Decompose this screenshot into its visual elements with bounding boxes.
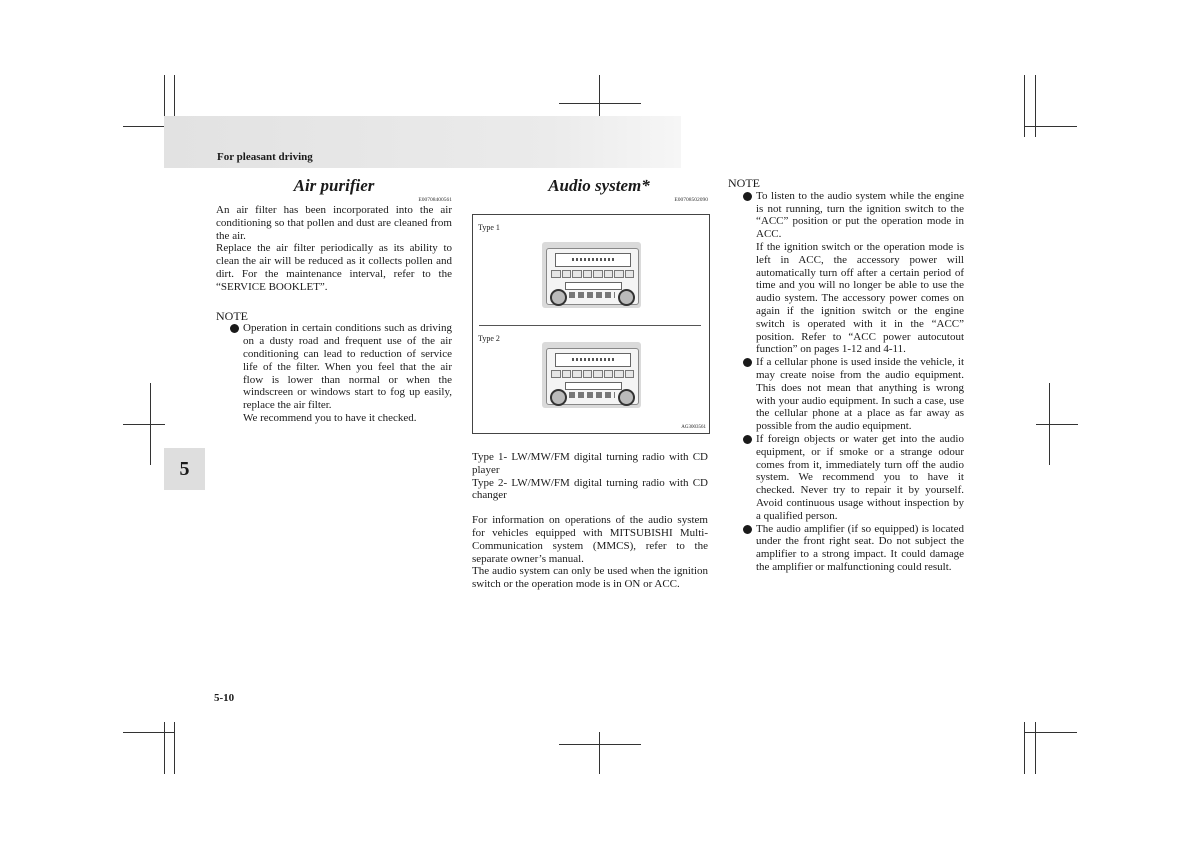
note-text: Operation in certain conditions such as driving on a dusty road and frequent use of the air conditioning can lead to reduction of service life of the filter. When you feel that the air flow is lower than normal or when the windscreen or windows start to fog up easily, replace the air filter.: [243, 322, 452, 412]
crop-mark: [174, 722, 175, 774]
crop-mark: [559, 744, 641, 745]
divider: [479, 325, 701, 326]
crop-mark: [123, 424, 165, 425]
paragraph: An air filter has been incorporated into the air conditioning so that pollen and dust are cleaned from the air.: [216, 204, 452, 242]
list-item: [728, 356, 964, 433]
section-code: E00708502090: [674, 197, 708, 203]
note-continuation: If the ignition switch or the operation mode is left in ACC, the accessory power will automatically turn off after a certain period of time and you will no longer be able to use the audio system. The accessory power comes on again if the ignition switch or the engine switch is operated with it in the “ACC” position. Refer to “ACC power autocutout function” on pages 1-12 and 4-11.: [756, 240, 964, 356]
note-followup: We recommend you to have it checked.: [243, 411, 417, 424]
list-item: [728, 523, 964, 574]
bullet-icon: [743, 435, 752, 444]
type1-label: Type 1: [478, 223, 500, 232]
note-text: If a cellular phone is used inside the vehicle, it may create noise from the audio equipment. This does not mean that anything is wrong with your audio equipment. In such a case, use the cellular phone at a place as far away as possible from the audio equipment.: [756, 356, 964, 433]
crop-mark: [1036, 424, 1078, 425]
audio-figure: [472, 214, 710, 434]
note-text: To listen to the audio system while the engine is not running, turn the ignition switch to the “ACC” position or put the operation mode in ACC.: [756, 189, 964, 241]
list-item: [728, 190, 964, 356]
crop-mark: [123, 732, 175, 733]
paragraph: Replace the air filter periodically as its ability to clean the air will be reduced as it collects pollen and dirt. For the maintenance interval, refer to the “SERVICE BOOKLET”.: [216, 242, 452, 293]
chapter-number: 5: [179, 457, 190, 480]
audio-system-heading: Audio system*: [548, 176, 650, 195]
page-number: 5-10: [214, 692, 235, 704]
crop-mark: [599, 732, 600, 774]
crop-mark: [1025, 126, 1077, 127]
radio-type2-image: [542, 342, 641, 408]
bullet-icon: [743, 525, 752, 534]
middle-column: [472, 176, 708, 204]
section-title: For pleasant driving: [217, 151, 313, 163]
figure-code: AG3003561: [681, 425, 706, 430]
crop-mark: [1024, 722, 1025, 774]
bullet-icon: [743, 358, 752, 367]
paragraph: For information on operations of the audio system for vehicles equipped with MITSUBISHI Multi-Communication system (MMCS), refer to the separate owner’s manual.: [472, 514, 708, 565]
crop-mark: [1025, 732, 1077, 733]
note-title: NOTE: [216, 308, 248, 323]
radio-type1-image: [542, 242, 641, 308]
crop-mark: [1024, 75, 1025, 137]
crop-mark: [559, 103, 641, 104]
crop-mark: [1035, 75, 1036, 137]
note-title: NOTE: [728, 176, 760, 190]
bullet-icon: [743, 192, 752, 201]
chapter-tab: [164, 448, 205, 490]
note-text: If foreign objects or water get into the audio equipment, or if smoke or a strange odour comes from it, immediately turn off the audio system. We recommend you to have it checked. Never try to repair it by yourself. Avoid continuous usage without inspection by a qualified person.: [756, 432, 964, 522]
note-list: [216, 322, 452, 412]
middle-text: [472, 451, 708, 591]
left-column: [216, 176, 452, 425]
paragraph: Type 1- LW/MW/FM digital turning radio with CD player: [472, 451, 708, 476]
crop-mark: [164, 722, 165, 774]
right-column: [728, 177, 964, 574]
type2-label: Type 2: [478, 334, 500, 343]
crop-mark: [1049, 383, 1050, 465]
bullet-icon: [230, 324, 239, 333]
section-code: E00708400561: [418, 197, 452, 203]
list-item: [728, 433, 964, 523]
paragraph: The audio system can only be used when the ignition switch or the operation mode is in ON or ACC.: [472, 565, 708, 591]
crop-mark: [150, 383, 151, 465]
paragraph: Type 2- LW/MW/FM digital turning radio with CD changer: [472, 476, 708, 502]
note-list: [728, 190, 964, 574]
note-text: The audio amplifier (if so equipped) is located under the front right seat. Do not subject the amplifier to a strong impact. It could damage the amplifier or malfunctioning could result.: [756, 522, 964, 573]
crop-mark: [1035, 722, 1036, 774]
list-item: [216, 322, 452, 412]
air-purifier-heading: Air purifier: [293, 176, 375, 195]
